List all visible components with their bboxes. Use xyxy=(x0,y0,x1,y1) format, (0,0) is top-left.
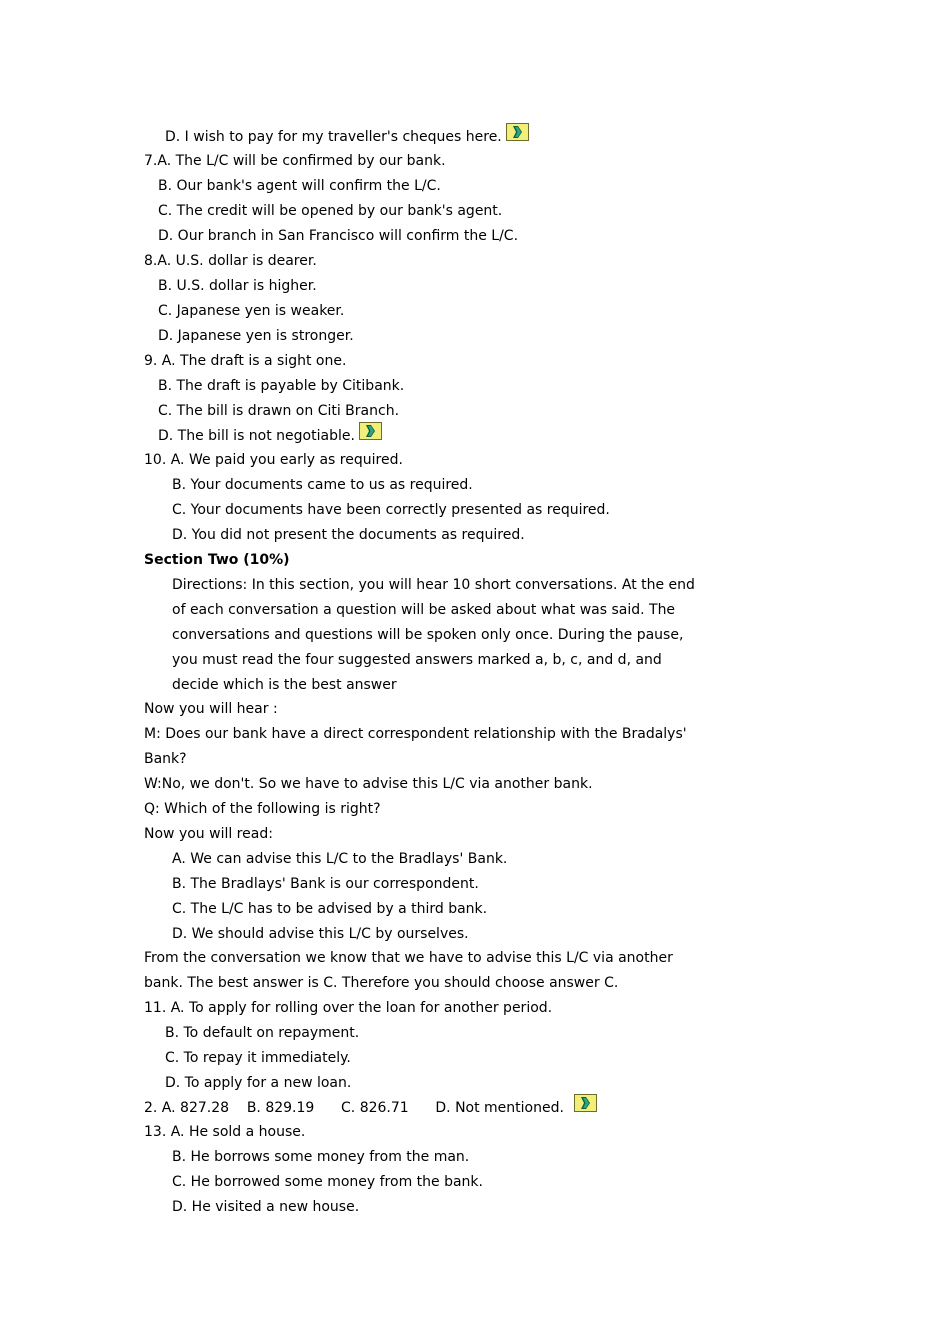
text-line: B. He borrows some money from the man. xyxy=(172,1149,470,1165)
section-heading: Section Two (10%) xyxy=(144,552,290,568)
text-line: D. Japanese yen is stronger. xyxy=(158,328,354,344)
text-line: C. The L/C has to be advised by a third bank. xyxy=(172,901,488,917)
text-line: From the conversation we know that we have to advise this L/C via another xyxy=(144,950,673,966)
text-line: bank. The best answer is C. Therefore you should choose answer C. xyxy=(144,975,619,991)
text-line: D. I wish to pay for my traveller's cheques here. xyxy=(165,129,502,145)
text-line: 7.A. The L/C will be confirmed by our bank. xyxy=(144,153,446,169)
text-line: D. Our branch in San Francisco will confirm the L/C. xyxy=(158,228,519,244)
text-line: 13. A. He sold a house. xyxy=(144,1124,306,1140)
text-line: D. We should advise this L/C by ourselves. xyxy=(172,926,469,942)
text-line: B. Your documents came to us as required. xyxy=(172,477,473,493)
text-line: C. Your documents have been correctly presented as required. xyxy=(172,502,610,518)
text-line: Q: Which of the following is right? xyxy=(144,801,381,817)
text-line: B. The draft is payable by Citibank. xyxy=(158,378,405,394)
text-line: 10. A. We paid you early as required. xyxy=(144,452,403,468)
text-line: conversations and questions will be spoken only once. During the pause, xyxy=(172,627,684,643)
text-line: B. Our bank's agent will confirm the L/C. xyxy=(158,178,441,194)
text-line: D. You did not present the documents as required. xyxy=(172,527,525,543)
text-line: W:No, we don't. So we have to advise this L/C via another bank. xyxy=(144,776,593,792)
text-line: C. Japanese yen is weaker. xyxy=(158,303,345,319)
text-line: C. The credit will be opened by our bank's agent. xyxy=(158,203,503,219)
text-line: D. To apply for a new loan. xyxy=(165,1075,352,1091)
text-line: Now you will read: xyxy=(144,826,273,842)
text-line: B. To default on repayment. xyxy=(165,1025,360,1041)
text-line: 9. A. The draft is a sight one. xyxy=(144,353,347,369)
text-line: Directions: In this section, you will hear 10 short conversations. At the end xyxy=(172,577,695,593)
text-line: C. He borrowed some money from the bank. xyxy=(172,1174,483,1190)
text-line: M: Does our bank have a direct correspondent relationship with the Bradalys' xyxy=(144,726,687,742)
text-line: 11. A. To apply for rolling over the loan for another period. xyxy=(144,1000,553,1016)
text-line: 2. A. 827.28 B. 829.19 C. 826.71 D. Not mentioned. xyxy=(144,1100,564,1116)
text-line: B. U.S. dollar is higher. xyxy=(158,278,317,294)
text-line: A. We can advise this L/C to the Bradlays' Bank. xyxy=(172,851,508,867)
audio-play-icon[interactable] xyxy=(574,1094,597,1112)
text-line: you must read the four suggested answers marked a, b, c, and d, and xyxy=(172,652,662,668)
text-line: C. To repay it immediately. xyxy=(165,1050,351,1066)
text-line: B. The Bradlays' Bank is our correspondent. xyxy=(172,876,479,892)
text-line: Bank? xyxy=(144,751,187,767)
audio-play-icon[interactable] xyxy=(359,422,382,440)
text-line: D. He visited a new house. xyxy=(172,1199,360,1215)
text-line: Now you will hear : xyxy=(144,701,278,717)
text-line: D. The bill is not negotiable. xyxy=(158,428,355,444)
audio-play-icon[interactable] xyxy=(506,123,529,141)
text-line: 8.A. U.S. dollar is dearer. xyxy=(144,253,317,269)
text-line: decide which is the best answer xyxy=(172,677,397,693)
text-line: of each conversation a question will be asked about what was said. The xyxy=(172,602,676,618)
text-line: C. The bill is drawn on Citi Branch. xyxy=(158,403,400,419)
